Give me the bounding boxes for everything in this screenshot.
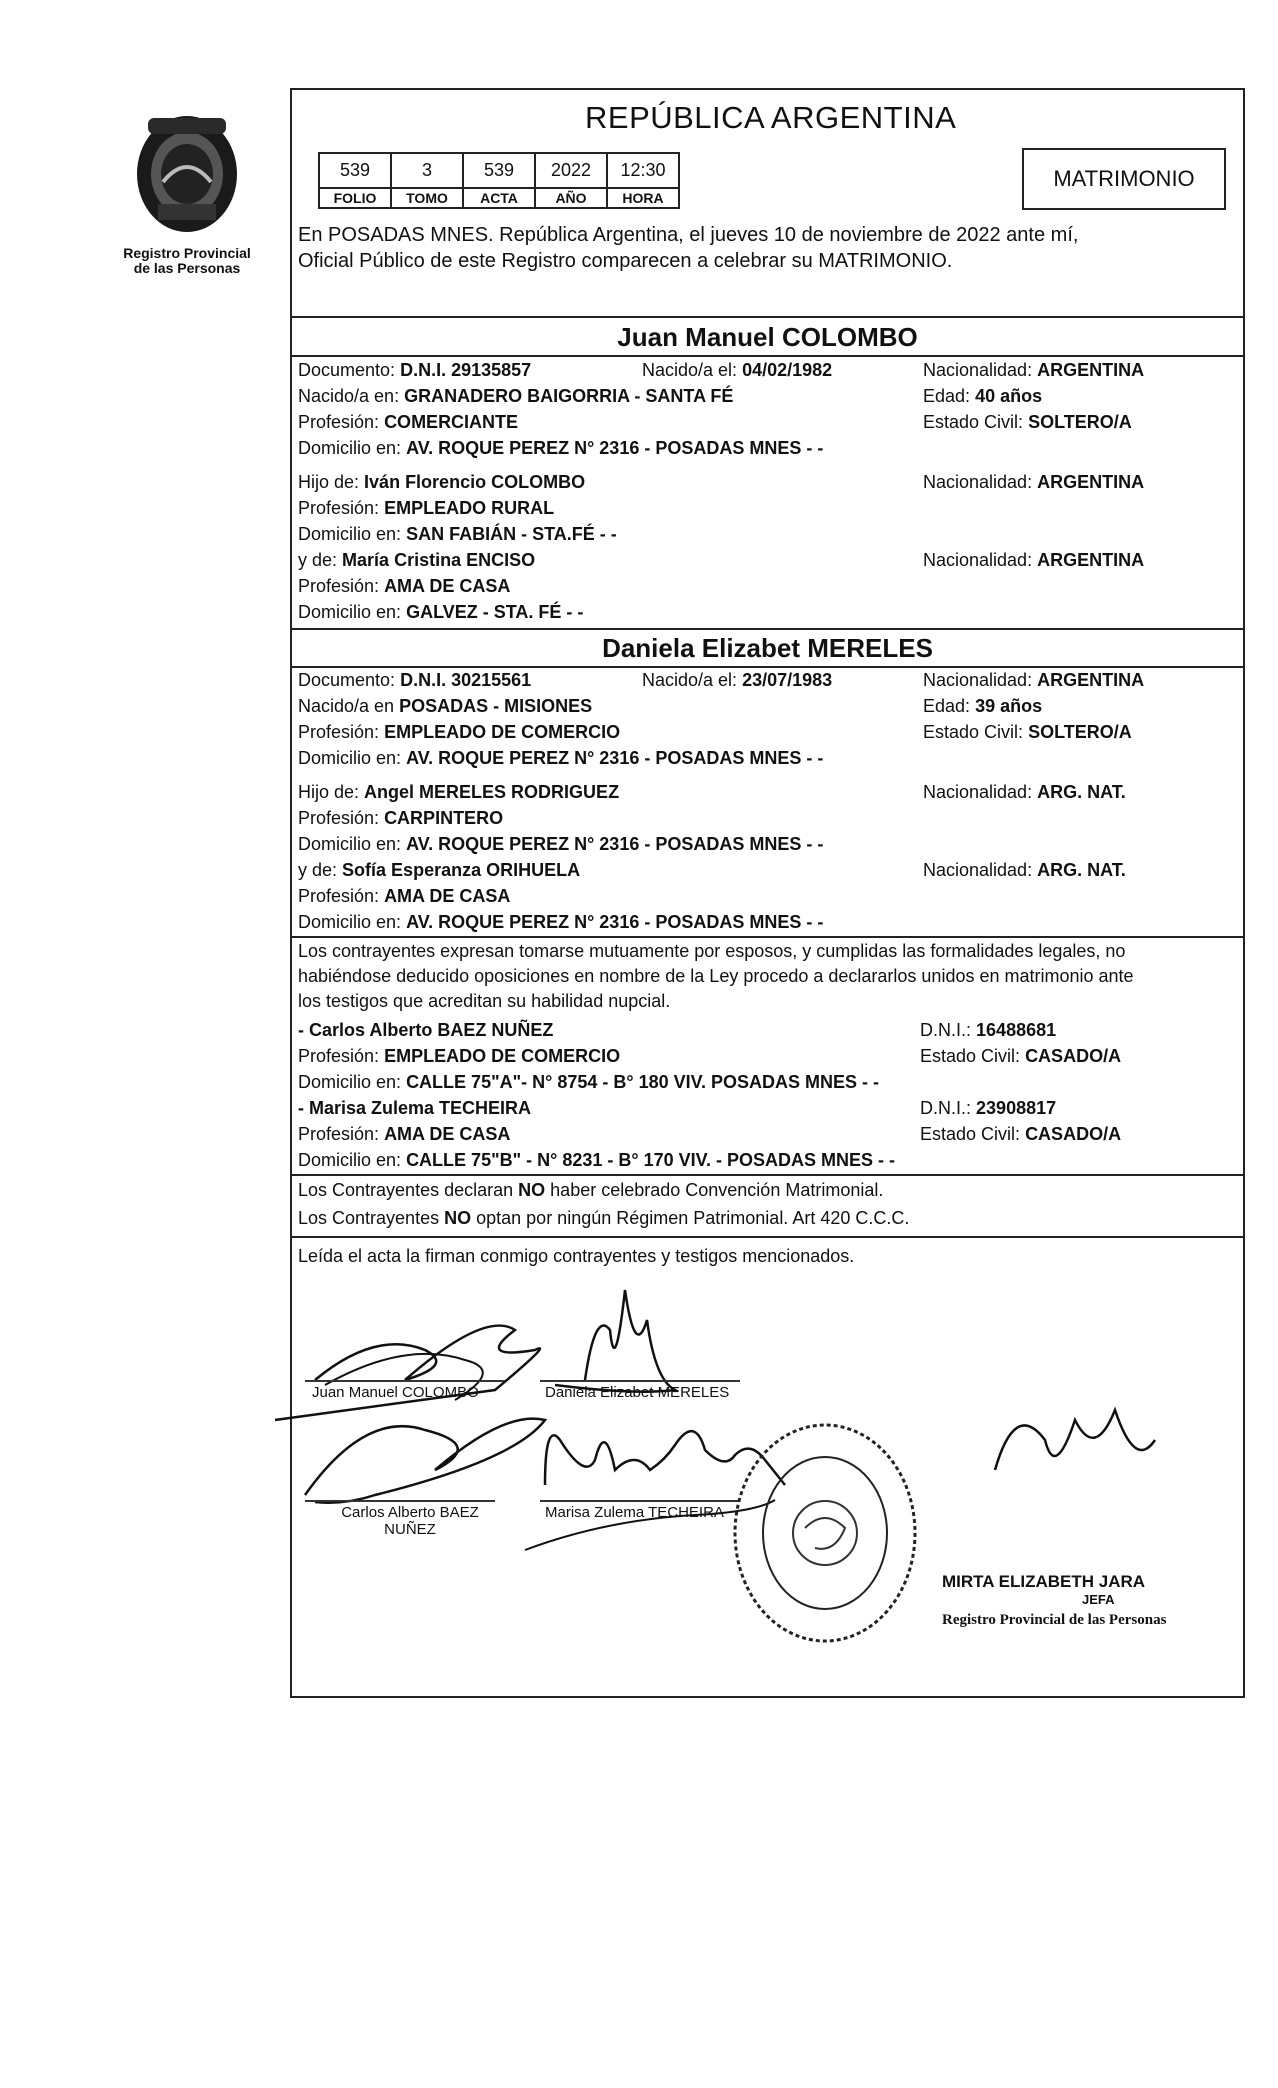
signature-1-scribble <box>275 1326 540 1420</box>
acta-reference-table <box>318 152 680 209</box>
c1-padre: Hijo de: Iván Florencio COLOMBO <box>298 472 586 492</box>
c1-lugar: Nacido/a en: GRANADERO BAIGORRIA - SANTA FÉ <box>298 386 734 406</box>
testigo-2-estado-civil: Estado Civil: CASADO/A <box>920 1124 1122 1144</box>
signature-line <box>305 1500 495 1502</box>
hora-value: 12:30 <box>607 153 679 188</box>
registry-logo <box>112 112 262 276</box>
c1-profesion: Profesión: COMERCIANTE <box>298 412 519 432</box>
testigo-2-profesion: Profesión: AMA DE CASA <box>298 1124 511 1144</box>
c2-lugar: Nacido/a en POSADAS - MISIONES <box>298 696 593 716</box>
intro-text: En POSADAS MNES. República Argentina, el jueves 10 de noviembre de 2022 ante mí, Oficial Público de este Registro comparecen a celebrar su MATRIMONIO. <box>298 224 1079 272</box>
tomo-value: 3 <box>391 153 463 188</box>
c2-padre-nacionalidad: Nacionalidad: ARG. NAT. <box>923 782 1126 802</box>
folio-label: FOLIO <box>319 188 391 208</box>
testigo-1-estado-civil: Estado Civil: CASADO/A <box>920 1046 1122 1066</box>
c1-padre-profesion: Profesión: EMPLEADO RURAL <box>298 498 555 518</box>
signature-3-scribble <box>305 1419 545 1503</box>
c1-padre-nacionalidad: Nacionalidad: ARGENTINA <box>923 472 1145 492</box>
signature-caption-4: Marisa Zulema TECHEIRA <box>545 1504 724 1521</box>
c1-estado-civil: Estado Civil: SOLTERO/A <box>923 412 1132 432</box>
act-type-box: MATRIMONIO <box>1022 148 1226 210</box>
logo-caption: Registro Provincial de las Personas <box>123 245 251 276</box>
c1-padre-domicilio: Domicilio en: SAN FABIÁN - STA.FÉ - - <box>298 524 617 544</box>
c1-edad: Edad: 40 años <box>923 386 1043 406</box>
testigo-2-dni: D.N.I.: 23908817 <box>920 1098 1057 1118</box>
testigo-2-name: - Marisa Zulema TECHEIRA <box>298 1098 532 1118</box>
testigo-1-domicilio: Domicilio en: CALLE 75"A"- N° 8754 - B° 180 VIV. POSADAS MNES - - <box>298 1072 879 1092</box>
anio-label: AÑO <box>535 188 607 208</box>
hora-label: HORA <box>607 188 679 208</box>
oficial-org: Registro Provincial de las Personas <box>942 1612 1167 1628</box>
c1-madre: y de: María Cristina ENCISO <box>298 550 536 570</box>
divider <box>290 1236 1245 1238</box>
oficial-name: MIRTA ELIZABETH JARA <box>942 1572 1146 1591</box>
acta-label: ACTA <box>463 188 535 208</box>
divider <box>290 666 1245 668</box>
divider <box>290 628 1245 630</box>
c2-nacionalidad: Nacionalidad: ARGENTINA <box>923 670 1145 690</box>
c2-padre-profesion: Profesión: CARPINTERO <box>298 808 504 828</box>
c2-documento: Documento: D.N.I. 30215561 <box>298 670 532 690</box>
c1-documento: Documento: D.N.I. 29135857 <box>298 360 532 380</box>
testigo-1-dni: D.N.I.: 16488681 <box>920 1020 1057 1040</box>
testigo-1-profesion: Profesión: EMPLEADO DE COMERCIO <box>298 1046 621 1066</box>
tomo-label: TOMO <box>391 188 463 208</box>
c2-madre-profesion: Profesión: AMA DE CASA <box>298 886 511 906</box>
contrayente-1-name: Juan Manuel COLOMBO <box>617 322 918 352</box>
official-seal-icon <box>725 1418 925 1648</box>
signature-caption-3: Carlos Alberto BAEZ NUÑEZ <box>341 1504 479 1538</box>
c1-madre-profesion: Profesión: AMA DE CASA <box>298 576 511 596</box>
c2-padre: Hijo de: Angel MERELES RODRIGUEZ <box>298 782 620 802</box>
folio-value: 539 <box>319 153 391 188</box>
signature-line <box>540 1380 740 1382</box>
testigo-1-name: - Carlos Alberto BAEZ NUÑEZ <box>298 1020 554 1040</box>
divider <box>290 936 1245 938</box>
convencion-line-1: Los Contrayentes declaran NO haber celebrado Convención Matrimonial. <box>298 1180 884 1200</box>
c2-nacido: Nacido/a el: 23/07/1983 <box>642 670 833 690</box>
contrayente-2-name: Daniela Elizabet MERELES <box>602 633 933 663</box>
c1-domicilio: Domicilio en: AV. ROQUE PEREZ N° 2316 - POSADAS MNES - - <box>298 438 824 458</box>
document-title: REPÚBLICA ARGENTINA <box>585 100 957 135</box>
c1-nacionalidad: Nacionalidad: ARGENTINA <box>923 360 1145 380</box>
anio-value: 2022 <box>535 153 607 188</box>
convencion-line-2: Los Contrayentes NO optan por ningún Régimen Patrimonial. Art 420 C.C.C. <box>298 1208 910 1228</box>
signature-caption-2: Daniela Elizabet MERELES <box>545 1384 730 1401</box>
oficial-role: JEFA <box>1082 1592 1115 1607</box>
signature-caption-1: Juan Manuel COLOMBO <box>312 1384 479 1401</box>
c2-edad: Edad: 39 años <box>923 696 1043 716</box>
divider <box>290 355 1245 357</box>
c2-madre-nacionalidad: Nacionalidad: ARG. NAT. <box>923 860 1126 880</box>
c1-madre-domicilio: Domicilio en: GALVEZ - STA. FÉ - - <box>298 602 584 622</box>
testigo-2-domicilio: Domicilio en: CALLE 75"B" - N° 8231 - B° 170 VIV. - POSADAS MNES - - <box>298 1150 895 1170</box>
c2-padre-domicilio: Domicilio en: AV. ROQUE PEREZ N° 2316 - POSADAS MNES - - <box>298 834 824 854</box>
signature-2-scribble <box>555 1290 675 1392</box>
divider <box>290 316 1245 318</box>
c1-nacido: Nacido/a el: 04/02/1982 <box>642 360 833 380</box>
signature-line <box>305 1380 505 1382</box>
declaracion-text: Los contrayentes expresan tomarse mutuamente por esposos, y cumplidas las formalidades legales, no habiéndose deducido oposiciones en nombre de la Ley procedo a declararlos unidos en matrimonio ante los testigos que acreditan su habilidad nupcial. <box>298 941 1134 1011</box>
signature-line <box>540 1500 740 1502</box>
c1-madre-nacionalidad: Nacionalidad: ARGENTINA <box>923 550 1145 570</box>
divider <box>290 1174 1245 1176</box>
c2-estado-civil: Estado Civil: SOLTERO/A <box>923 722 1132 742</box>
c2-profesion: Profesión: EMPLEADO DE COMERCIO <box>298 722 621 742</box>
c2-domicilio: Domicilio en: AV. ROQUE PEREZ N° 2316 - POSADAS MNES - - <box>298 748 824 768</box>
c2-madre: y de: Sofía Esperanza ORIHUELA <box>298 860 581 880</box>
oficial-signature-scribble <box>995 1410 1155 1470</box>
acta-value: 539 <box>463 153 535 188</box>
coat-of-arms-icon <box>128 112 246 242</box>
c2-madre-domicilio: Domicilio en: AV. ROQUE PEREZ N° 2316 - POSADAS MNES - - <box>298 912 824 932</box>
leida-text: Leída el acta la firman conmigo contrayentes y testigos mencionados. <box>298 1246 855 1266</box>
